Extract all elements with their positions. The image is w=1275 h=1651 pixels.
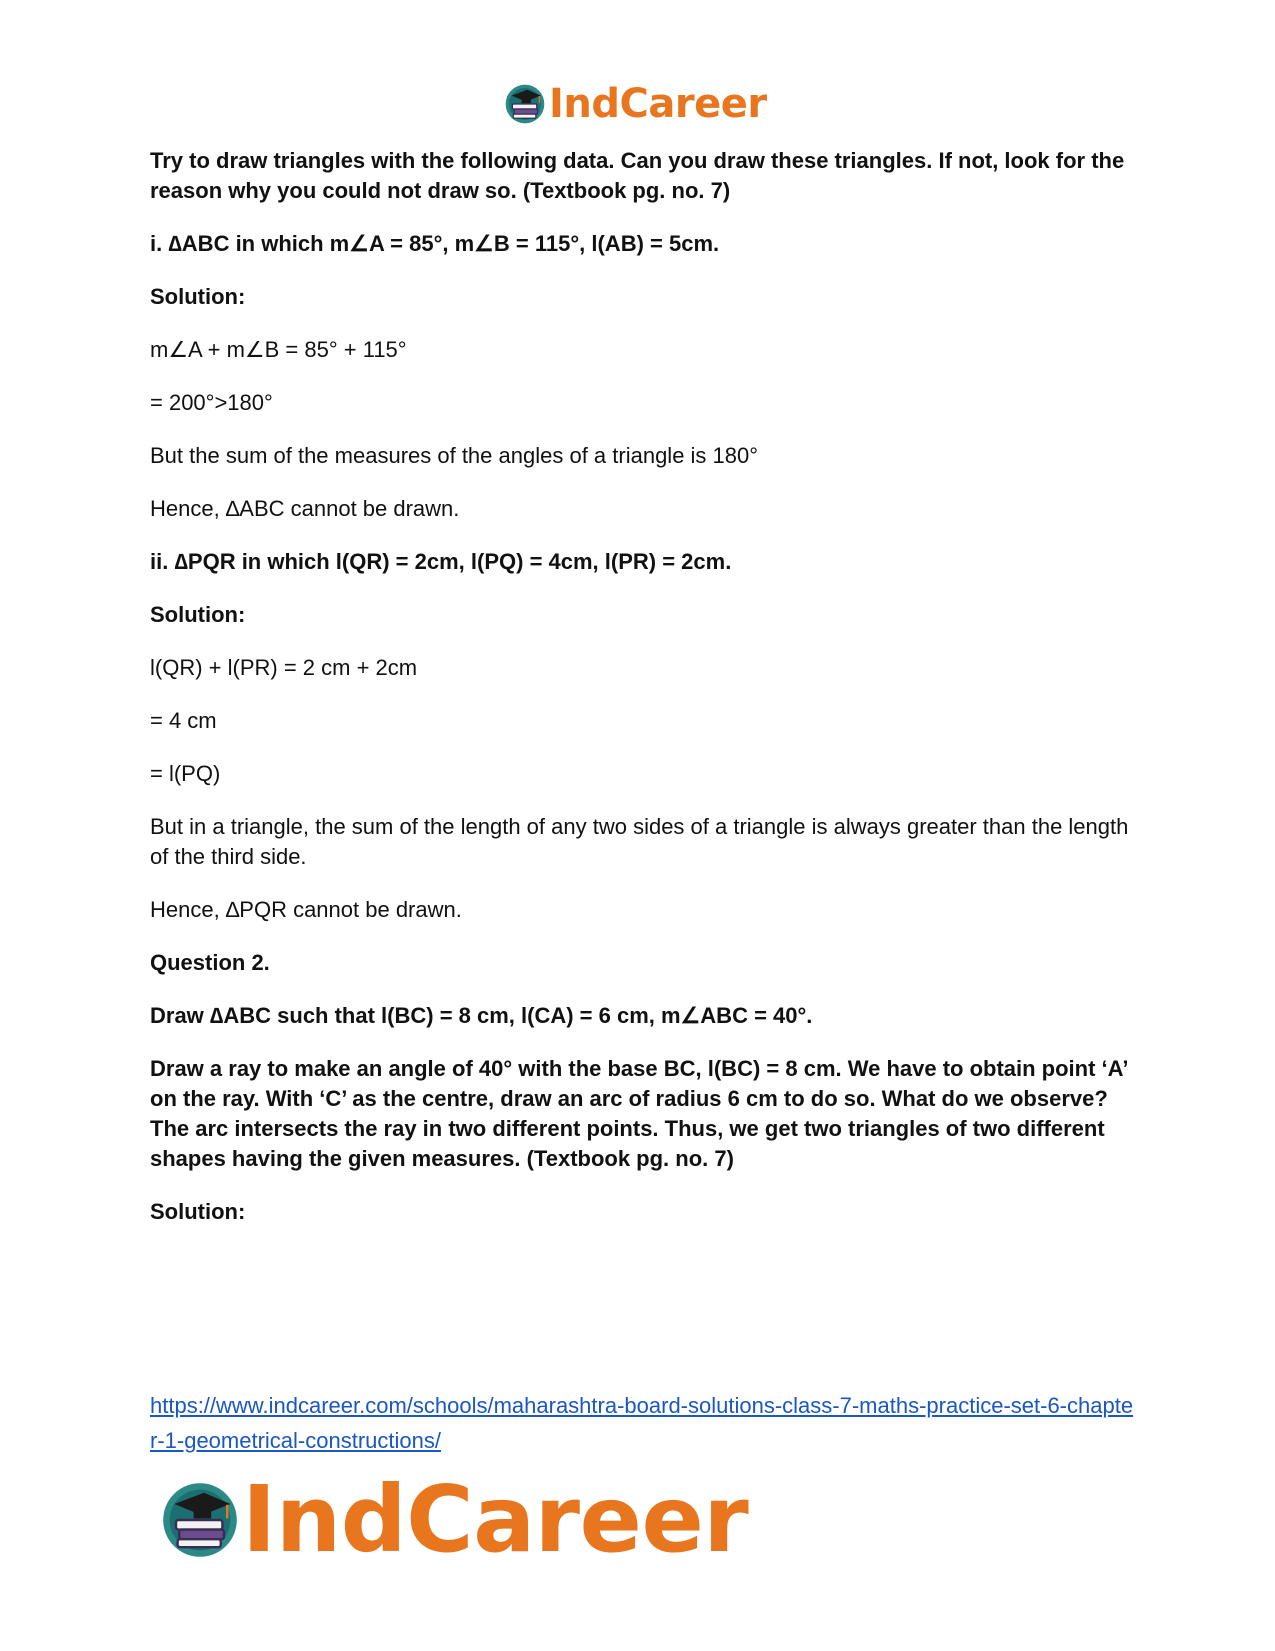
footer-logo-text: IndCareer bbox=[242, 1466, 749, 1573]
graduation-books-icon bbox=[160, 1480, 240, 1560]
document-body bbox=[150, 146, 1130, 1250]
paragraph: l(QR) + l(PR) = 2 cm + 2cm bbox=[150, 655, 418, 680]
paragraph: Hence, ∆PQR cannot be drawn. bbox=[150, 897, 462, 922]
paragraph: = 200°>180° bbox=[150, 390, 273, 415]
paragraph: Question 2. bbox=[150, 950, 270, 975]
paragraph: m∠A + m∠B = 85° + 115° bbox=[150, 337, 407, 362]
paragraph: = l(PQ) bbox=[150, 761, 221, 786]
paragraph: = 4 cm bbox=[150, 708, 217, 733]
paragraph: But in a triangle, the sum of the length of any two sides of a triangle is always greater than the length of the third side. bbox=[150, 814, 1129, 869]
paragraph: Try to draw triangles with the following data. Can you draw these triangles. If not, look for the reason why you could not draw so. (Textbook pg. no. 7) bbox=[150, 148, 1125, 203]
footer-logo bbox=[160, 1466, 749, 1573]
graduation-books-icon bbox=[504, 83, 546, 125]
paragraph: i. ∆ABC in which m∠A = 85°, m∠B = 115°, l(AB) = 5cm. bbox=[150, 231, 720, 256]
paragraph: Solution: bbox=[150, 1199, 246, 1224]
logo-text: IndCareer bbox=[549, 81, 767, 127]
paragraph: Draw a ray to make an angle of 40° with the base BC, l(BC) = 8 cm. We have to obtain point ‘A’ on the ray. With ‘C’ as the centre, draw an arc of radius 6 cm to do so. What do we observe? The arc intersects the ray in two different points. Thus, we get two triangles of two different shapes having the given measures. (Textbook pg. no. 7) bbox=[150, 1056, 1128, 1171]
paragraph: Solution: bbox=[150, 284, 246, 309]
paragraph: But the sum of the measures of the angles of a triangle is 180° bbox=[150, 443, 759, 468]
header-logo bbox=[504, 80, 767, 128]
paragraph: Solution: bbox=[150, 602, 246, 627]
paragraph: ii. ∆PQR in which l(QR) = 2cm, l(PQ) = 4cm, l(PR) = 2cm. bbox=[150, 549, 732, 574]
footer-link-block bbox=[150, 1388, 1140, 1458]
paragraph: Hence, ∆ABC cannot be drawn. bbox=[150, 496, 460, 521]
source-url-link[interactable]: https://www.indcareer.com/schools/maharashtra-board-solutions-class-7-maths-practice-set-6-chapter-1-geometrical-constructions/ bbox=[150, 1393, 1134, 1453]
paragraph: Draw ∆ABC such that l(BC) = 8 cm, l(CA) = 6 cm, m∠ABC = 40°. bbox=[150, 1003, 813, 1028]
